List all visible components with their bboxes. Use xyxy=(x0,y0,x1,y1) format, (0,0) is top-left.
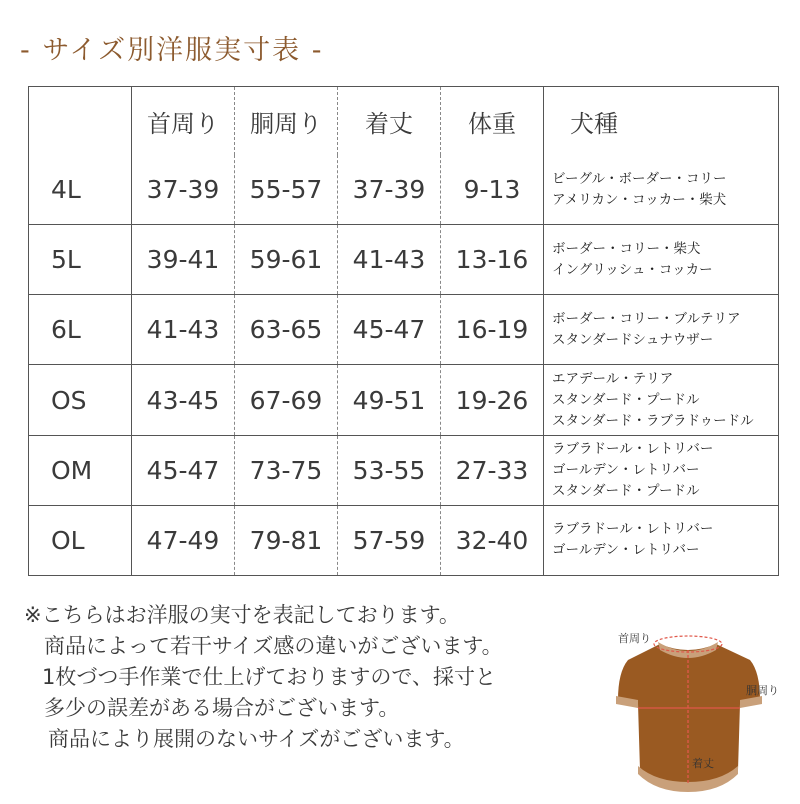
chest-value: 79-81 xyxy=(235,505,338,575)
neck-value: 47-49 xyxy=(132,505,235,575)
header-weight: 体重 xyxy=(441,87,544,156)
note-line: ※こちらはお洋服の実寸を表記しております。 xyxy=(24,603,460,627)
neck-measure-line xyxy=(654,636,722,652)
notes xyxy=(24,600,503,755)
neck-value: 37-39 xyxy=(132,155,235,225)
weight-value: 16-19 xyxy=(441,295,544,365)
breed-list xyxy=(544,435,779,505)
breed-name: ラブラドール・レトリバー xyxy=(552,440,714,457)
breed-name: ボーダー・コリー・ブルテリア xyxy=(552,310,741,327)
size-label: OM xyxy=(29,435,132,505)
neck-label: 首周り xyxy=(618,632,651,645)
length-label: 着丈 xyxy=(692,757,714,770)
weight-value: 27-33 xyxy=(441,435,544,505)
note-line: 多少の誤差がある場合がございます。 xyxy=(44,696,400,720)
table-row xyxy=(29,435,779,505)
note-line: 1枚づつ手作業で仕上げておりますので、採寸と xyxy=(42,665,496,689)
table-row xyxy=(29,225,779,295)
table-header-row xyxy=(29,87,779,156)
length-value: 49-51 xyxy=(338,365,441,435)
header-neck: 首周り xyxy=(132,87,235,156)
length-value: 37-39 xyxy=(338,155,441,225)
breed-name: スタンダード・ラブラドゥードル xyxy=(552,412,754,429)
chest-value: 67-69 xyxy=(235,365,338,435)
size-table xyxy=(28,86,779,576)
chest-value: 59-61 xyxy=(235,225,338,295)
breed-name: スタンダード・プードル xyxy=(552,391,700,408)
breed-list xyxy=(544,295,779,365)
breed-list xyxy=(544,505,779,575)
neck-value: 43-45 xyxy=(132,365,235,435)
note-line: 商品によって若干サイズ感の違いがございます。 xyxy=(44,634,503,658)
breed-list xyxy=(544,225,779,295)
weight-value: 13-16 xyxy=(441,225,544,295)
weight-value: 19-26 xyxy=(441,365,544,435)
size-label: OS xyxy=(29,365,132,435)
table-row xyxy=(29,505,779,575)
header-length: 着丈 xyxy=(338,87,441,156)
breed-name: ビーグル・ボーダー・コリー xyxy=(552,170,727,187)
breed-name: アメリカン・コッカー・柴犬 xyxy=(552,191,727,208)
weight-value: 9-13 xyxy=(441,155,544,225)
table-row xyxy=(29,155,779,225)
note-line: 商品により展開のないサイズがございます。 xyxy=(48,727,465,751)
chest-value: 73-75 xyxy=(235,435,338,505)
length-value: 45-47 xyxy=(338,295,441,365)
size-label: OL xyxy=(29,505,132,575)
breed-name: ボーダー・コリー・柴犬 xyxy=(552,240,701,257)
size-label: 6L xyxy=(29,295,132,365)
table-row xyxy=(29,295,779,365)
length-value: 57-59 xyxy=(338,505,441,575)
breed-name: ラブラドール・レトリバー xyxy=(552,521,714,538)
breed-name: イングリッシュ・コッカー xyxy=(552,261,713,278)
breed-name: エアデール・テリア xyxy=(552,370,674,387)
size-label: 4L xyxy=(29,155,132,225)
size-label: 5L xyxy=(29,225,132,295)
breed-list xyxy=(544,155,779,225)
breed-name: スタンダードシュナウザー xyxy=(552,331,714,348)
shirt-body xyxy=(618,644,760,788)
neck-value: 41-43 xyxy=(132,295,235,365)
chest-value: 63-65 xyxy=(235,295,338,365)
breed-list xyxy=(544,365,779,435)
header-breed: 犬種 xyxy=(570,109,618,138)
breed-name: スタンダード・プードル xyxy=(552,482,700,499)
breed-name: ゴールデン・レトリバー xyxy=(552,542,700,559)
page-title: - サイズ別洋服実寸表 - xyxy=(20,35,324,66)
table-row xyxy=(29,365,779,435)
length-value: 53-55 xyxy=(338,435,441,505)
measurement-diagram xyxy=(600,620,800,800)
neck-value: 45-47 xyxy=(132,435,235,505)
chest-label: 胴周り xyxy=(746,684,779,697)
shirt-illustration xyxy=(600,620,800,800)
length-value: 41-43 xyxy=(338,225,441,295)
header-corner xyxy=(29,87,132,156)
header-chest: 胴周り xyxy=(235,87,338,156)
chest-value: 55-57 xyxy=(235,155,338,225)
weight-value: 32-40 xyxy=(441,505,544,575)
neck-value: 39-41 xyxy=(132,225,235,295)
breed-name: ゴールデン・レトリバー xyxy=(552,461,700,478)
